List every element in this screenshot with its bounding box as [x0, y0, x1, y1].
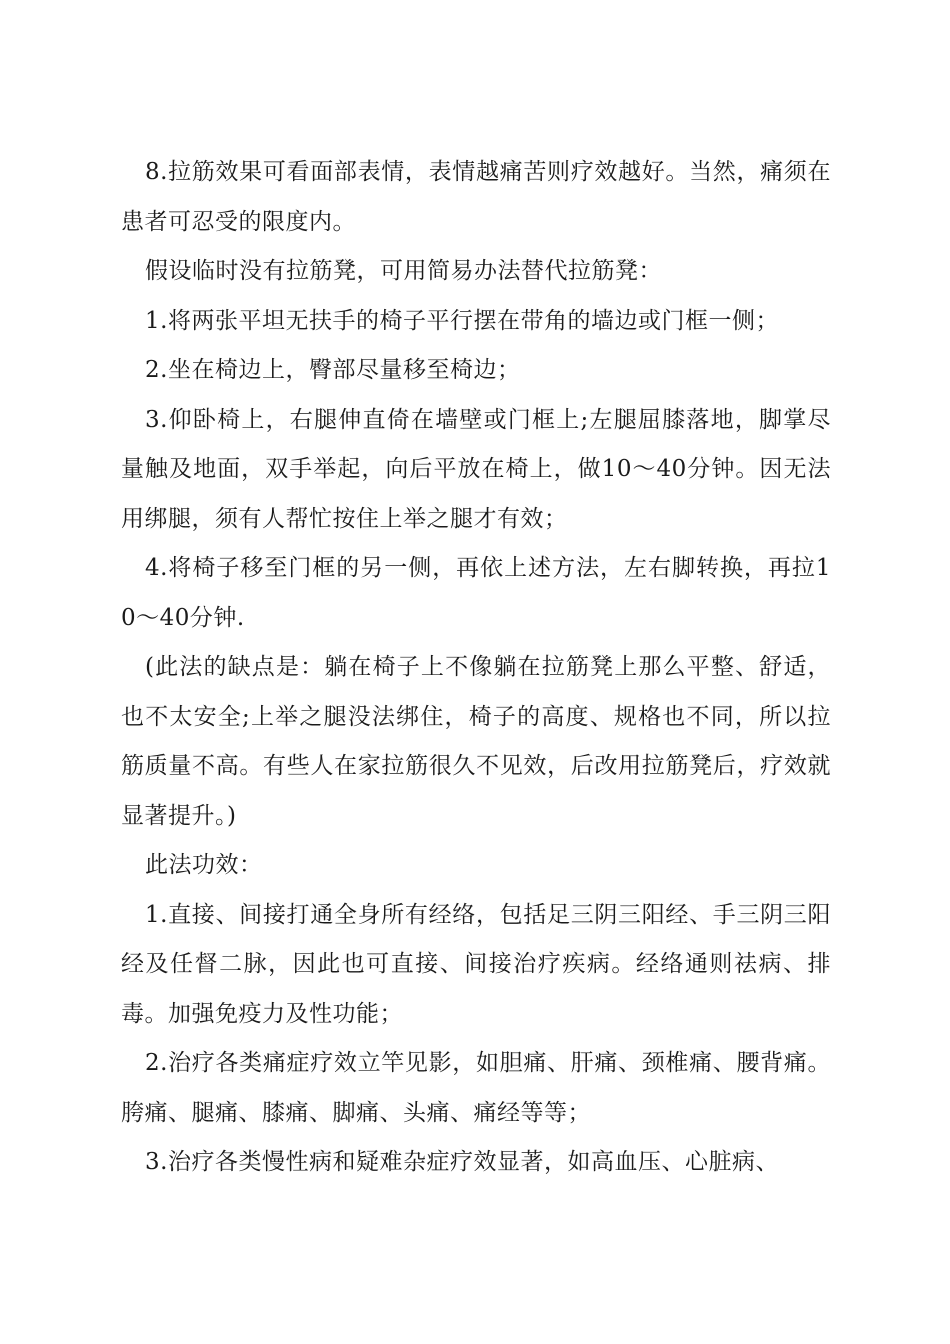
paragraph-step-3: 3.仰卧椅上，右腿伸直倚在墙壁或门框上;左腿屈膝落地，脚掌尽量触及地面，双手举起，向后平放在椅上，做10～40分钟。因无法用绑腿，须有人帮忙按住上举之腿才有效； — [121, 406, 831, 532]
paragraph-drawback-note: (此法的缺点是：躺在椅子上不像躺在拉筋凳上那么平整、舒适，也不太安全;上举之腿没法绑住，椅子的高度、规格也不同，所以拉筋质量不高。有些人在家拉筋很久不见效，后改用拉筋凳后，疗效就显著提升。) — [121, 654, 831, 829]
paragraph-effects-heading: 此法功效： — [145, 852, 263, 878]
paragraph-alternative-intro: 假设临时没有拉筋凳，可用简易办法替代拉筋凳： — [145, 258, 662, 284]
document-body — [121, 148, 831, 1188]
paragraph-step-1: 1.将两张平坦无扶手的椅子平行摆在带角的墙边或门框一侧； — [145, 307, 779, 334]
paragraph-effect-3: 3.治疗各类慢性病和疑难杂症疗效显著，如高血压、心脏病、 — [145, 1149, 779, 1175]
paragraph-step-2: 2.坐在椅边上，臀部尽量移至椅边； — [145, 357, 521, 383]
paragraph-tip-8: 8.拉筋效果可看面部表情，表情越痛苦则疗效越好。当然，痛须在患者可忍受的限度内。 — [121, 159, 831, 235]
paragraph-effect-1: 1.直接、间接打通全身所有经络，包括足三阴三阳经、手三阴三阳经及任督二脉，因此也可直接、间接治疗疾病。经络通则祛病、排毒。加强免疫力及性功能； — [121, 901, 831, 1027]
paragraph-effect-2: 2.治疗各类痛症疗效立竿见影，如胆痛、肝痛、颈椎痛、腰背痛。胯痛、腿痛、膝痛、脚痛、头痛、痛经等等； — [121, 1050, 831, 1126]
paragraph-step-4: 4.将椅子移至门框的另一侧，再依上述方法，左右脚转换，再拉10～40分钟. — [121, 555, 831, 631]
